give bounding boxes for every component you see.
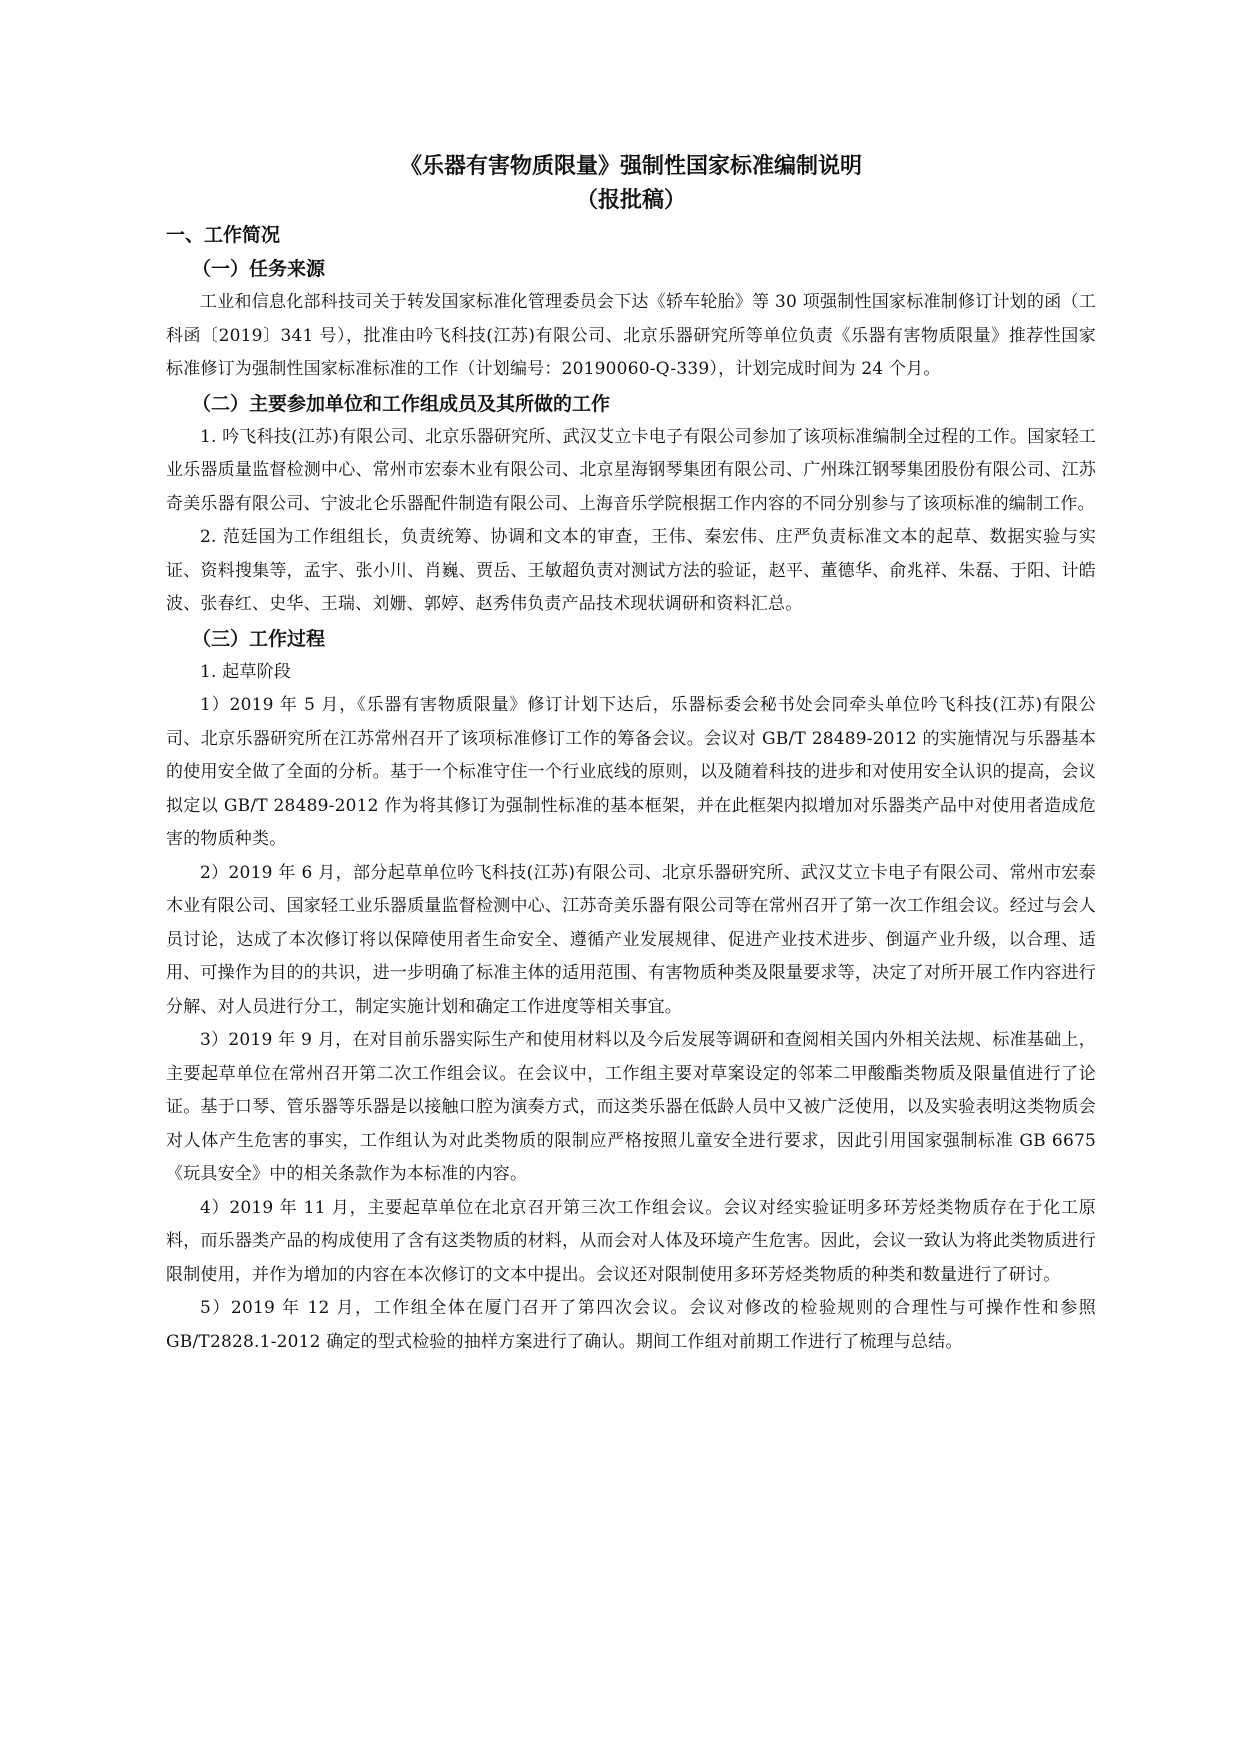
document-title: 《乐器有害物质限量》强制性国家标准编制说明: [399, 154, 862, 179]
paragraph-drafting-stage: 1. 起草阶段: [200, 661, 292, 682]
paragraph-process-step-5: 5）2019 年 12 月，工作组全体在厦门召开了第四次会议。会议对修改的检验规则的合理性与可操作性和参照 GB/T2828.1-2012 确定的型式检验的抽样方案进行了确认。期间工作组对前期工作进行了梳理与总结。: [166, 1298, 1096, 1352]
section-heading-work-overview: 一、工作简况: [166, 224, 281, 246]
paragraph-task-source: 工业和信息化部科技司关于转发国家标准化管理委员会下达《轿车轮胎》等 30 项强制性国家标准制修订计划的函（工科函〔2019〕341 号），批准由吟飞科技(江苏)有限公司、北京乐器研究所等单位负责《乐器有害物质限量》推荐性国家标准修订为强制性国家标准标准的工作（计划编号：20190060-Q-339），计划完成时间为 24 个月。: [166, 292, 1096, 379]
subsection-heading-participants: （二）主要参加单位和工作组成员及其所做的工作: [192, 392, 611, 415]
paragraph-process-step-1: 1）2019 年 5 月，《乐器有害物质限量》修订计划下达后，乐器标委会秘书处会同牵头单位吟飞科技(江苏)有限公司、北京乐器研究所在江苏常州召开了该项标准修订工作的筹备会议。会议对 GB/T 28489-2012 的实施情况与乐器基本的使用安全做了全面的分析。基于一个标准守住一个行业底线的原则，以及随着科技的进步和对使用安全认识的提高，会议拟定以 GB/T 28489-2012 作为将其修订为强制性标准的基本框架，并在此框架内拟增加对乐器类产品中对使用者造成危害的物质种类。: [166, 695, 1096, 849]
paragraph-process-step-3: 3）2019 年 9 月，在对目前乐器实际生产和使用材料以及今后发展等调研和查阅相关国内外相关法规、标准基础上，主要起草单位在常州召开第二次工作组会议。在会议中，工作组主要对草案设定的邻苯二甲酸酯类物质及限量值进行了论证。基于口琴、管乐器等乐器是以接触口腔为演奏方式，而这类乐器在低龄人员中又被广泛使用，以及实验表明这类物质会对人体产生危害的事实，工作组认为对此类物质的限制应严格按照儿童安全进行要求，因此引用国家强制标准 GB 6675《玩具安全》中的相关条款作为本标准的内容。: [166, 1030, 1096, 1184]
document-subtitle: （报批稿）: [575, 188, 686, 213]
paragraph-working-group-members: 2. 范廷国为工作组组长，负责统筹、协调和文本的审查，王伟、秦宏伟、庄严负责标准文本的起草、数据实验与实证、资料搜集等，孟宇、张小川、肖巍、贾岳、王敏超负责对测试方法的验证，赵平、董德华、俞兆祥、朱磊、于阳、计皓波、张春红、史华、王瑞、刘姗、郭婷、赵秀伟负责产品技术现状调研和资料汇总。: [166, 527, 1096, 614]
subsection-heading-task-source: （一）任务来源: [192, 258, 326, 280]
document-page: [166, 150, 1096, 1359]
paragraph-participating-units: 1. 吟飞科技(江苏)有限公司、北京乐器研究所、武汉艾立卡电子有限公司参加了该项标准编制全过程的工作。国家轻工业乐器质量监督检测中心、常州市宏泰木业有限公司、北京星海钢琴集团有限公司、广州珠江钢琴集团股份有限公司、江苏奇美乐器有限公司、宁波北仑乐器配件制造有限公司、上海音乐学院根据工作内容的不同分别参与了该项标准的编制工作。: [166, 426, 1096, 514]
subsection-heading-work-process: （三）工作过程: [192, 627, 326, 650]
paragraph-process-step-2: 2）2019 年 6 月，部分起草单位吟飞科技(江苏)有限公司、北京乐器研究所、武汉艾立卡电子有限公司、常州市宏泰木业有限公司、国家轻工业乐器质量监督检测中心、江苏奇美乐器有限公司等在常州召开了第一次工作组会议。经过与会人员讨论，达成了本次修订将以保障使用者生命安全、遵循产业发展规律、促进产业技术进步、倒逼产业升级，以合理、适用、可操作为目的的共识，进一步明确了标准主体的适用范围、有害物质种类及限量要求等，决定了对所开展工作内容进行分解、对人员进行分工，制定实施计划和确定工作进度等相关事宜。: [166, 862, 1096, 1017]
paragraph-process-step-4: 4）2019 年 11 月，主要起草单位在北京召开第三次工作组会议。会议对经实验证明多环芳烃类物质存在于化工原料，而乐器类产品的构成使用了含有这类物质的材料，从而会对人体及环境产生危害。因此，会议一致认为将此类物质进行限制使用，并作为增加的内容在本次修订的文本中提出。会议还对限制使用多环芳烃类物质的种类和数量进行了研讨。: [166, 1197, 1096, 1285]
